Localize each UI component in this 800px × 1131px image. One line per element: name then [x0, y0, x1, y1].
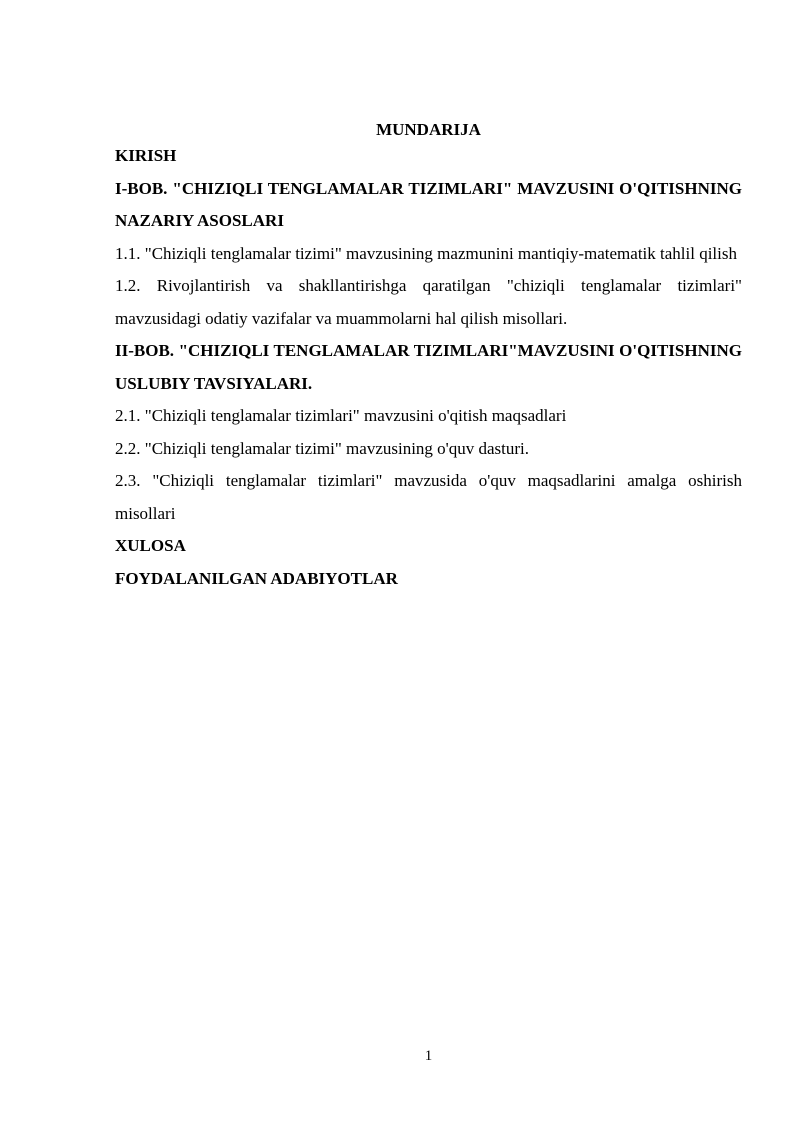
toc-item-references: FOYDALANILGAN ADABIYOTLAR: [115, 568, 398, 588]
toc-item-chapter-2: II-BOB. "CHIZIQLI TENGLAMALAR TIZIMLARI"MAVZUSINI O'QITISHNING USLUBIY TAVSIYALARI.: [115, 341, 742, 393]
page-title: MUNDARIJA: [376, 120, 481, 139]
toc-item-section-1-2: 1.2. Rivojlantirish va shakllantirishga qaratilgan "chiziqli tenglamalar tizimlari" mavzusidagi odatiy vazifalar va muammolarni hal qilish misollari.: [115, 276, 742, 328]
toc-item-section-2-1: 2.1. "Chiziqli tenglamalar tizimlari" mavzusini o'qitish maqsadlari: [115, 406, 567, 425]
toc-item-section-2-2: 2.2. "Chiziqli tenglamalar tizimi" mavzusining o'quv dasturi.: [115, 438, 530, 458]
page-number: 1: [424, 1048, 433, 1064]
toc-item-section-2-3: 2.3. "Chiziqli tenglamalar tizimlari" mavzusida o'quv maqsadlarini amalga oshirish misollari: [115, 471, 742, 523]
toc-item-xulosa: XULOSA: [115, 536, 186, 555]
toc-item-chapter-1: I-BOB. "CHIZIQLI TENGLAMALAR TIZIMLARI" MAVZUSINI O'QITISHNING NAZARIY ASOSLARI: [115, 178, 742, 230]
toc-item-kirish: KIRISH: [115, 146, 177, 165]
toc-item-section-1-1: 1.1. "Chiziqli tenglamalar tizimi" mavzusining mazmunini mantiqiy-matematik tahlil qilish: [115, 243, 737, 263]
table-of-contents: [115, 140, 742, 595]
